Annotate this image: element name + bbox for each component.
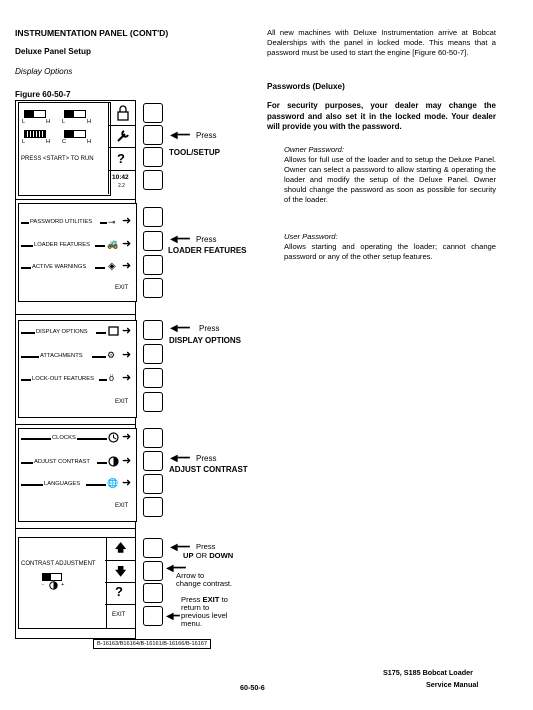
menu-display-options: DISPLAY OPTIONS (36, 329, 88, 335)
panel1-button-1[interactable] (143, 103, 163, 123)
panel3-button-2[interactable] (143, 344, 163, 364)
section-title: INSTRUMENTATION PANEL (CONT'D) (15, 28, 169, 38)
panel3-button-exit[interactable] (143, 392, 163, 412)
arrow-left-icon: ◀━━ (170, 130, 190, 141)
panel1-button-tool-setup[interactable] (143, 125, 163, 145)
arrow-right-icon: ➜ (122, 349, 132, 361)
callout-adjust-contrast: ADJUST CONTRAST (169, 465, 248, 474)
arrow-left-icon: ◀━━ (170, 234, 190, 245)
callout-previous-level: previous level (181, 611, 228, 620)
menu-loader-features: LOADER FEATURES (34, 242, 90, 248)
lockout-icon: ö (109, 373, 115, 383)
figure-reference: B-16163/B16164/B-16161/B-16166/B-16167 (93, 639, 211, 649)
contrast-minus: - (42, 582, 44, 588)
temp-gauge (64, 110, 86, 118)
panel2-button-loader-features[interactable] (143, 231, 163, 251)
contrast-plus: + (61, 582, 65, 588)
menu-active-warnings: ACTIVE WARNINGS (32, 264, 87, 270)
help-icon: ? (117, 151, 125, 166)
menu-password-utilities: PASSWORD UTILITIES (30, 219, 93, 225)
padlock-icon (115, 105, 131, 121)
arrow-left-icon: ◀━━ (170, 323, 190, 334)
menu-languages: LANGUAGES (44, 481, 81, 487)
panel5-button-exit[interactable] (143, 606, 163, 626)
arrow-right-icon: ➜ (122, 238, 132, 250)
arrow-right-icon: ➜ (122, 477, 132, 489)
panel2-button-3[interactable] (143, 255, 163, 275)
gauge-label-h4: H (87, 139, 92, 145)
arrow-right-icon: ➜ (122, 260, 132, 272)
contrast-adjustment-title: CONTRAST ADJUSTMENT (21, 561, 96, 567)
globe-icon: 🌐 (107, 478, 119, 488)
passwords-heading: Passwords (Deluxe) (267, 82, 345, 91)
panel4-button-3[interactable] (143, 474, 163, 494)
intro-paragraph: All new machines with Deluxe Instrumentation arrive at Bobcat Dealerships with the panel in locked mode. This means that a password must be used to start the engine [Figure 60-50-7]. (267, 28, 496, 57)
callout-press: Press (196, 454, 217, 463)
figure-label: Figure 60-50-7 (15, 90, 71, 99)
wrench-icon (115, 128, 131, 144)
panel1-button-3[interactable] (143, 147, 163, 167)
panel3-button-3[interactable] (143, 368, 163, 388)
contrast-icon (49, 581, 58, 590)
menu-clocks: CLOCKS (52, 435, 76, 441)
callout-press: Press (196, 542, 216, 551)
contrast-icon (108, 456, 119, 467)
subsection-title: Deluxe Panel Setup (15, 47, 91, 56)
loader-icon: 🚜 (107, 239, 119, 249)
fuel-gauge (24, 110, 46, 118)
menu-lock-out-features: LOCK-OUT FEATURES (32, 376, 94, 382)
gauge-label-l1: L (22, 119, 26, 125)
key-icon: ⊸ (108, 217, 116, 227)
press-start-text: PRESS <START> TO RUN (21, 156, 94, 162)
panel2-button-1[interactable] (143, 207, 163, 227)
exit-label: EXIT (115, 399, 129, 405)
panel4-button-adjust-contrast[interactable] (143, 451, 163, 471)
panel3-button-display-options[interactable] (143, 320, 163, 340)
exit-label: EXIT (115, 503, 129, 509)
panel5-button-help[interactable] (143, 583, 163, 603)
gauge-label-h3: H (46, 139, 51, 145)
arrow-right-icon: ➜ (122, 455, 132, 467)
oil-gauge (64, 130, 86, 138)
footer-model: S175, S185 Bobcat Loader (383, 668, 473, 677)
arrow-down-icon: 🡇 (115, 566, 127, 578)
arrow-left-icon: ◀━━ (166, 563, 186, 574)
arrow-right-icon: ➜ (122, 431, 132, 443)
callout-return-to: return to (181, 603, 210, 612)
divider (15, 199, 136, 200)
panel2-button-exit[interactable] (143, 278, 163, 298)
contrast-level-bar (42, 573, 62, 581)
gauge-label-l3: L (22, 139, 26, 145)
panel4-button-exit[interactable] (143, 497, 163, 517)
page-number: 60-50-6 (240, 683, 265, 692)
arrow-right-icon: ➜ (122, 372, 132, 384)
callout-loader-features: LOADER FEATURES (168, 246, 247, 255)
callout-press-exit: Press EXIT to (181, 595, 228, 604)
menu-attachments: ATTACHMENTS (40, 353, 83, 359)
callout-tool-setup: TOOL/SETUP (169, 148, 220, 157)
arrow-left-icon: ◀━━ (170, 542, 190, 553)
callout-press: Press (196, 235, 217, 244)
arrow-up-icon: 🡅 (115, 542, 127, 554)
clock-time: 10:42 (112, 174, 129, 181)
callout-arrow-to: Arrow to (176, 571, 205, 580)
menu-adjust-contrast: ADJUST CONTRAST (34, 459, 90, 465)
arrow-right-icon: ➜ (122, 215, 132, 227)
user-password-text: Allows starting and operating the loader; cannot change password or any of the other setup features. (284, 242, 496, 261)
panel5-button-up[interactable] (143, 538, 163, 558)
user-password-title: User Password: (284, 232, 338, 241)
callout-menu: menu. (181, 619, 203, 628)
topic-label: Display Options (15, 67, 73, 76)
gauge-label-c: C (62, 139, 67, 145)
callout-display-options: DISPLAY OPTIONS (169, 336, 242, 345)
callout-change-contrast: change contrast. (176, 579, 233, 588)
hydraulic-gauge (24, 130, 46, 138)
panel5-button-down[interactable] (143, 561, 163, 581)
arrow-left-icon: ◀━━ (170, 453, 190, 464)
owner-password-title: Owner Password: (284, 145, 344, 154)
security-paragraph: For security purposes, your dealer may change the password and also set it in the locked mode. Your dealer will provide you with the password. (267, 101, 496, 131)
footer-manual: Service Manual (426, 680, 479, 689)
divider (15, 528, 136, 529)
gauge-label-h2: H (87, 119, 92, 125)
owner-password-text: Allows for full use of the loader and to setup the Deluxe Panel. Owner can select a password to allow starting & operating the loader and modify the setup of the Deluxe Panel. Owner should change the password as soon as possible for security of the loader. (284, 155, 496, 204)
gauge-label-h1: H (46, 119, 51, 125)
clock-icon (108, 432, 119, 443)
exit-label: EXIT (112, 612, 126, 618)
callout-press: Press (196, 131, 217, 140)
callout-up-or-down: UP OR DOWN (183, 551, 234, 560)
clock-subvalue: 2.2 (118, 183, 125, 189)
gauge-label-l2: L (62, 119, 66, 125)
display-icon (108, 326, 119, 337)
exit-label: EXIT (115, 285, 129, 291)
warning-icon: ◈ (108, 261, 116, 272)
arrow-left-icon: ◀━ (166, 611, 180, 622)
panel1-button-4[interactable] (143, 170, 163, 190)
arrow-right-icon: ➜ (122, 325, 132, 337)
callout-press: Press (199, 324, 220, 333)
panel4-button-1[interactable] (143, 428, 163, 448)
help-icon: ? (115, 584, 123, 599)
attachment-icon: ⚙ (107, 350, 116, 360)
divider (15, 314, 136, 315)
divider (15, 424, 136, 425)
